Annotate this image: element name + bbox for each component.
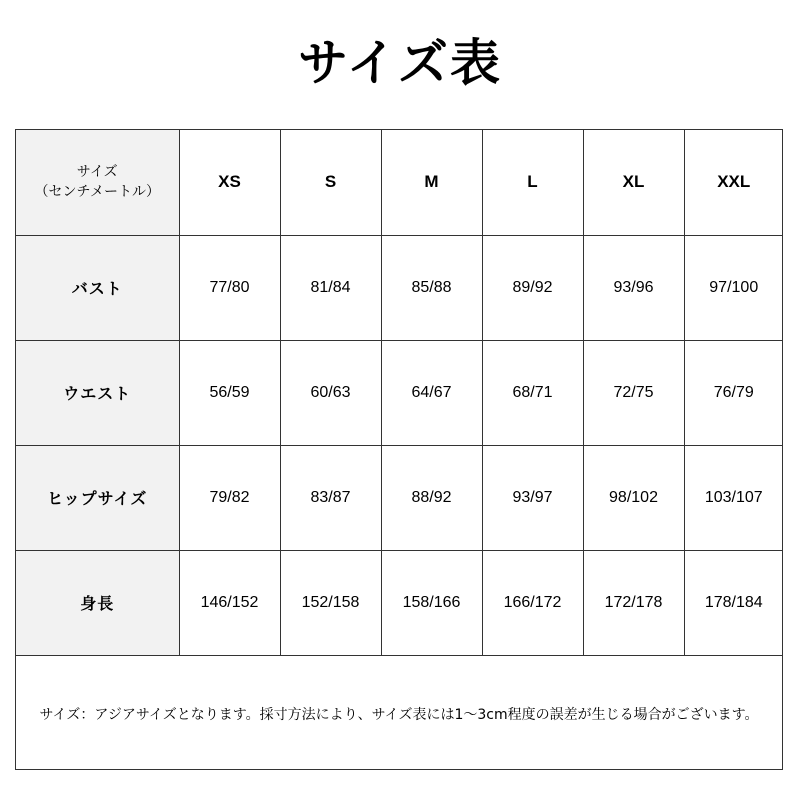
table-cell: 83/87 [280,445,381,550]
row-label-waist: ウエスト [16,340,179,445]
table-cell: 97/100 [684,235,783,340]
size-header-xl: XL [583,130,684,235]
size-note [16,660,782,770]
table-row-bust [16,235,783,340]
table-cell: 158/166 [381,550,482,655]
table-cell: 103/107 [684,445,783,550]
size-header-xs: XS [179,130,280,235]
size-header-l: L [482,130,583,235]
table-cell: 64/67 [381,340,482,445]
table-cell: 81/84 [280,235,381,340]
size-note-text: サイズ：アジアサイズとなります。採寸方法により、サイズ表には1～3cm程度の誤差が生じる場合がございます。 [39,707,759,723]
table-header-row [16,130,783,235]
unit-header-line1: サイズ [76,164,118,181]
size-table [16,130,783,656]
table-cell: 98/102 [583,445,684,550]
size-header-xxl: XXL [684,130,783,235]
row-label-hip: ヒップサイズ [16,445,179,550]
size-chart [15,129,783,770]
table-cell: 89/92 [482,235,583,340]
table-cell: 68/71 [482,340,583,445]
row-label-height: 身長 [16,550,179,655]
table-row-waist [16,340,783,445]
table-cell: 93/96 [583,235,684,340]
unit-header-cell [16,130,179,235]
table-cell: 166/172 [482,550,583,655]
unit-header-line2: （センチメートル） [34,184,160,201]
table-cell: 152/158 [280,550,381,655]
size-header-s: S [280,130,381,235]
table-cell: 85/88 [381,235,482,340]
table-cell: 146/152 [179,550,280,655]
table-row-height [16,550,783,655]
page-title: サイズ表 [298,34,502,92]
table-cell: 76/79 [684,340,783,445]
table-cell: 178/184 [684,550,783,655]
table-cell: 88/92 [381,445,482,550]
table-cell: 72/75 [583,340,684,445]
table-cell: 77/80 [179,235,280,340]
table-cell: 60/63 [280,340,381,445]
table-row-hip [16,445,783,550]
row-label-bust: バスト [16,235,179,340]
table-cell: 79/82 [179,445,280,550]
table-cell: 93/97 [482,445,583,550]
table-cell: 172/178 [583,550,684,655]
size-header-m: M [381,130,482,235]
table-cell: 56/59 [179,340,280,445]
